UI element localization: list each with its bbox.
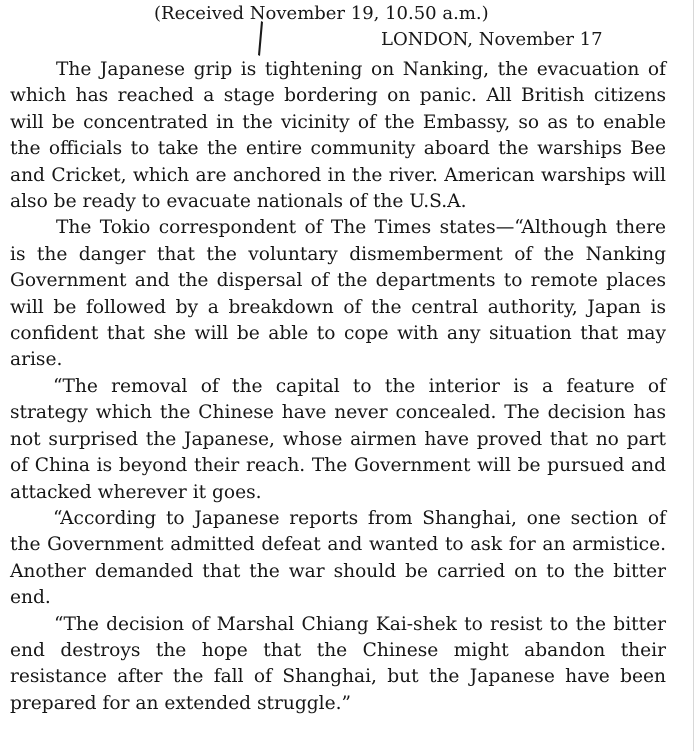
article-paragraph-4: “According to Japanese reports from Shanghai, one section of the Government admitted defeat and wanted to ask for an armistice. Another demanded that the war should be carried on to the bitter end. <box>10 507 666 609</box>
ink-mark <box>255 20 265 58</box>
article-paragraph-1: The Japanese grip is tightening on Nanking, the evacuation of which has reached a stage bordering on panic. All British citizens will be concentrated in the vicinity of the Embassy, so as to enable the officials to take the entire community aboard the warships Bee and Cricket, which are anchored in the river. American warships will also be ready to evacuate nationals of the U.S.A. <box>10 59 666 213</box>
article-paragraph-2: The Tokio correspondent of The Times states—“Although there is the danger that the voluntary dismemberment of the Nanking Government and the dispersal of the departments to remote places will be followed by a breakdown of the central authority, Japan is confident that she will be able to cope with any situation that may arise. <box>10 217 666 371</box>
article-paragraph-5: “The decision of Marshal Chiang Kai-shek to resist to the bitter end destroys the hope that the Chinese might abandon their resistance after the fall of Shanghai, but the Japanese have been prepared for an extended struggle.” <box>10 613 666 714</box>
article-paragraph-3: “The removal of the capital to the interior is a feature of strategy which the Chinese have never concealed. The decision has not surprised the Japanese, whose airmen have proved that no part of China is beyond their reach. The Government will be pursued and attacked wherever it goes. <box>10 375 666 503</box>
received-line: (Received November 19, 10.50 a.m.) <box>154 3 489 24</box>
article-body <box>10 57 666 717</box>
scan-edge <box>693 0 694 751</box>
dateline: LONDON, November 17 <box>381 29 603 50</box>
